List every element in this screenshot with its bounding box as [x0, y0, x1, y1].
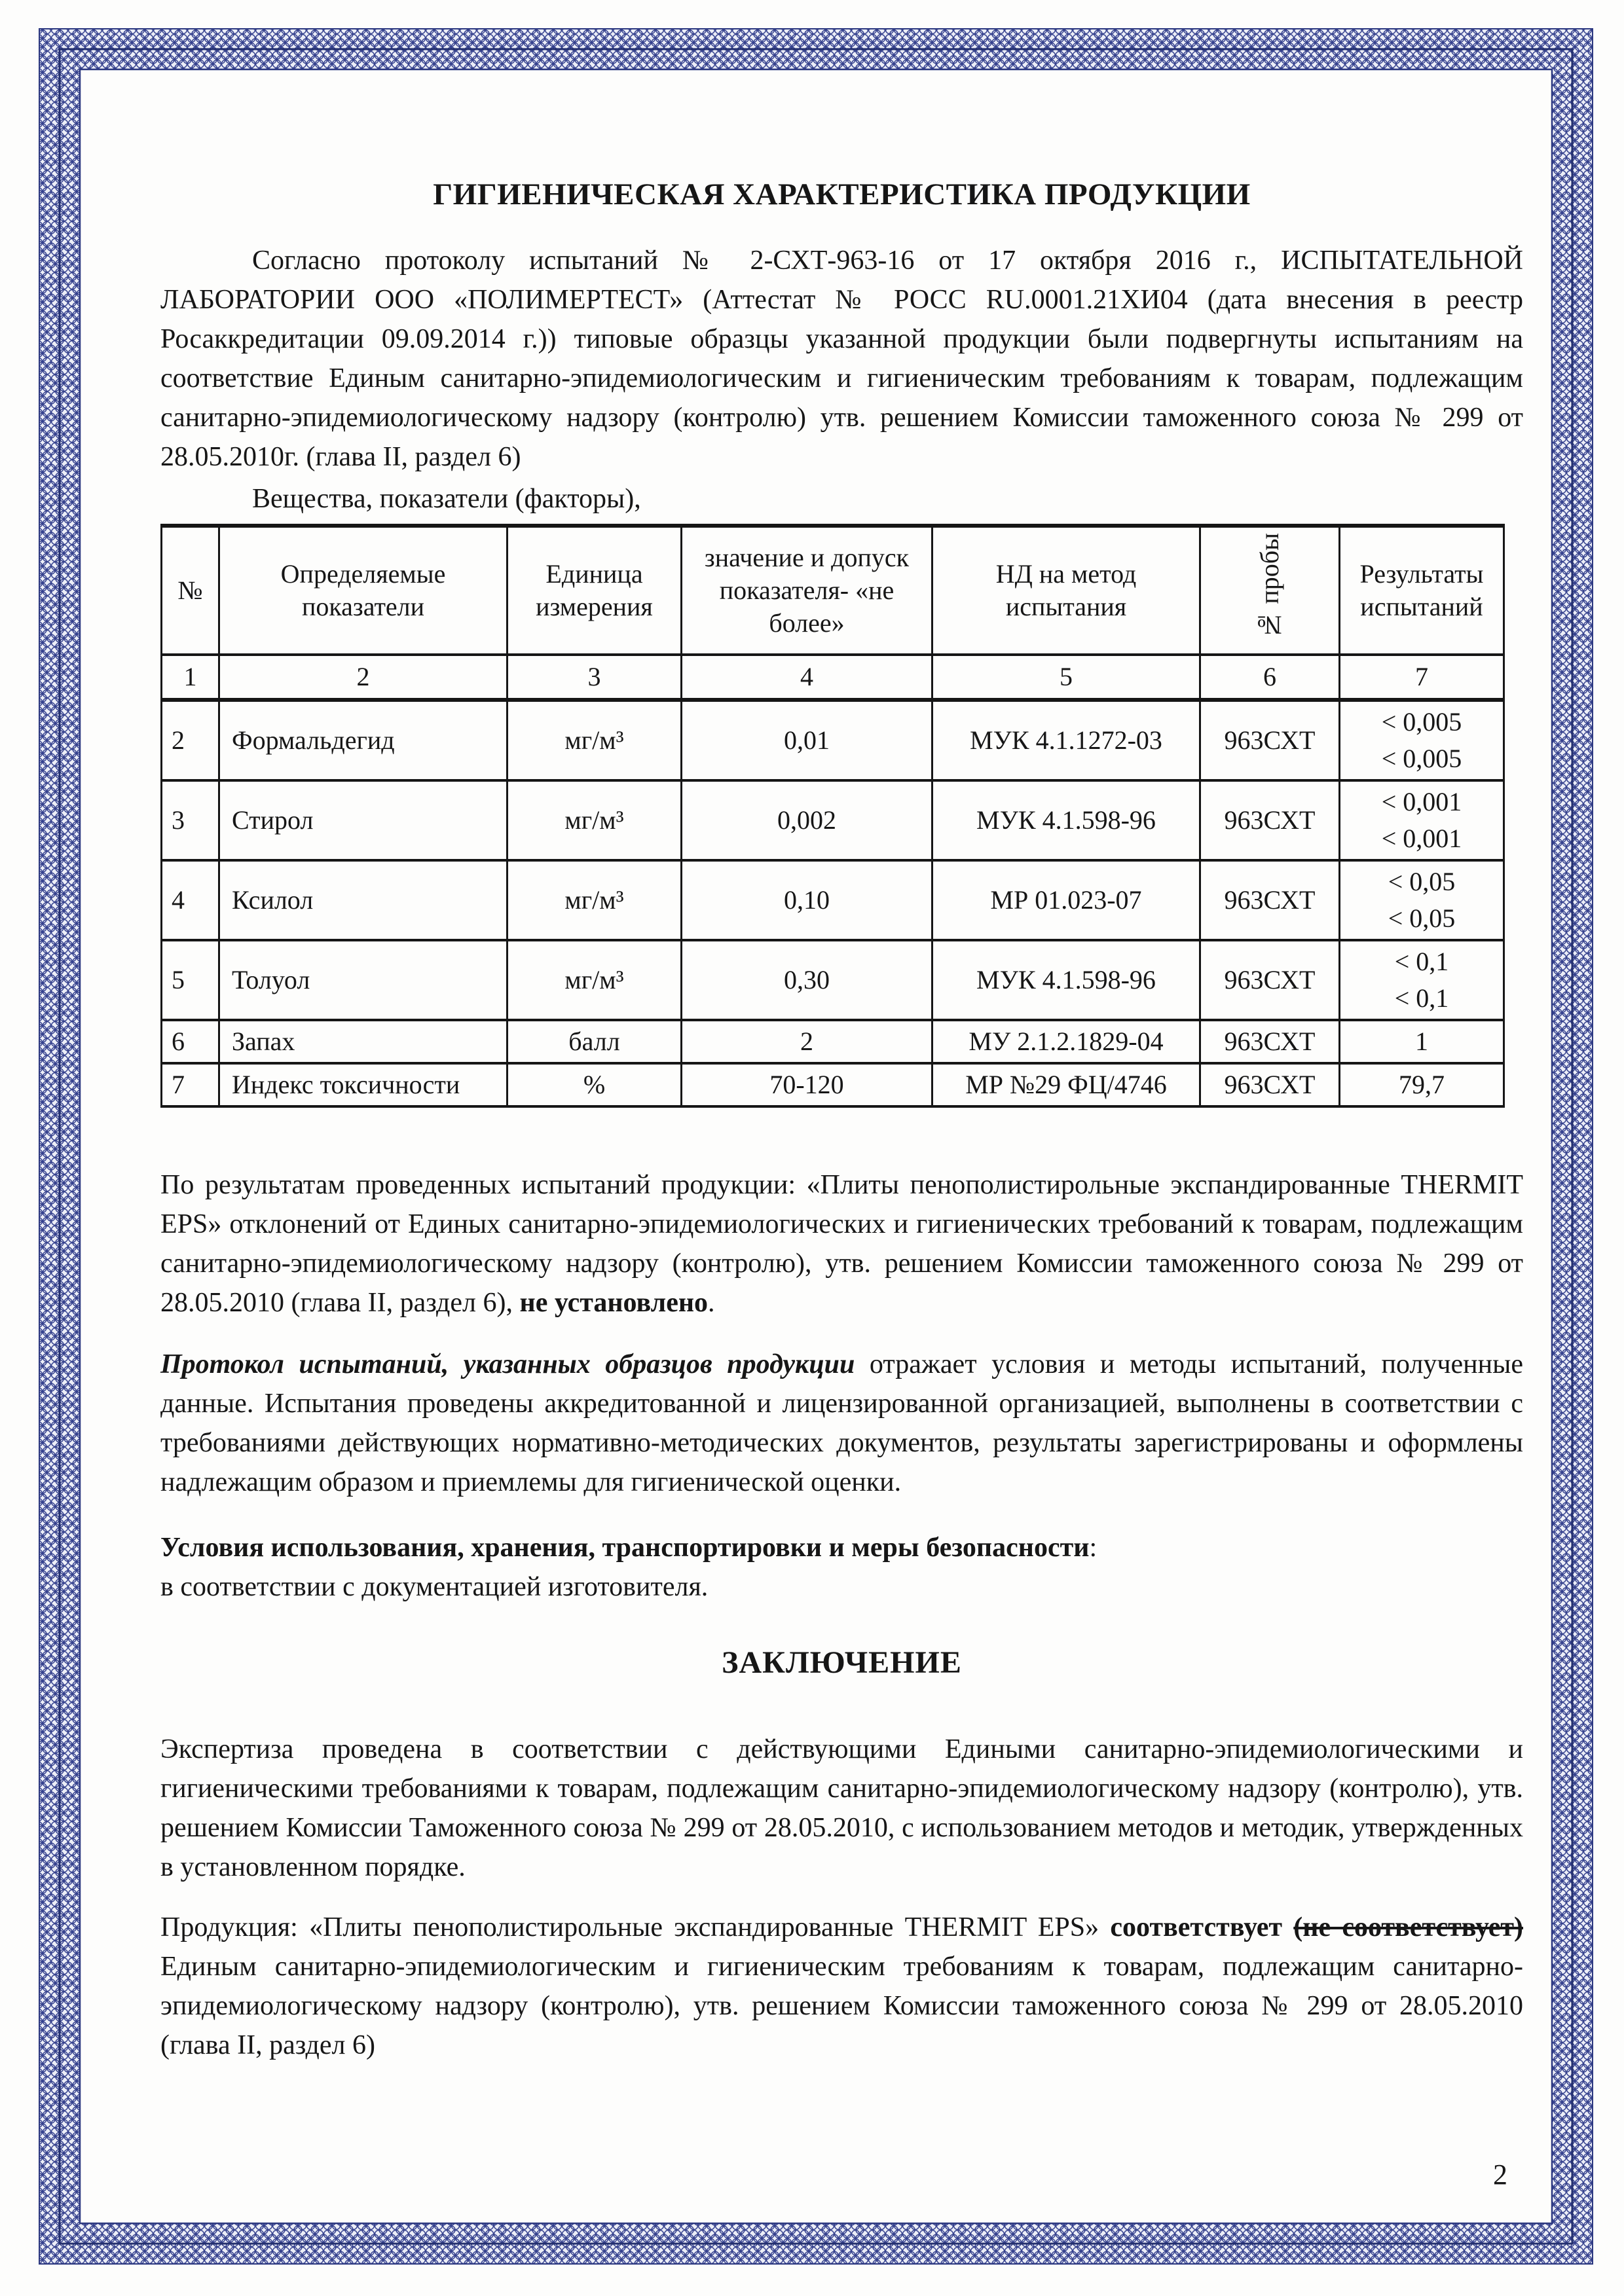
- result-line: < 0,005: [1381, 744, 1462, 773]
- header-method: НД на метод испытания: [932, 526, 1200, 655]
- cell-results: [1340, 1063, 1504, 1106]
- cell-row-number: 4: [162, 860, 219, 940]
- conditions-text: в соответствии с документацией изготовителя.: [160, 1572, 709, 1602]
- cell-row-number: 3: [162, 780, 219, 860]
- result-line: 1: [1415, 1027, 1428, 1056]
- cell-sample: 963СХТ: [1200, 780, 1340, 860]
- cell-limit: 0,30: [682, 940, 932, 1020]
- results-text: По результатам проведенных испытаний продукции: «Плиты пенополистирольные экспандированные THERMIT EPS» отклонений от Единых санитарно-эпидемиологических и гигиенических требований к товарам, подлежащим санитарно-эпидемиологическому надзору (контролю), утв. решением Комиссии таможенного союза № 299 от 28.05.2010 (глава II, раздел 6),: [160, 1170, 1523, 1318]
- table-row: [162, 1063, 1504, 1106]
- intro-paragraph: Согласно протоколу испытаний № 2-СХТ-963-16 от 17 октября 2016 г., ИСПЫТАТЕЛЬНОЙ ЛАБОРАТОРИИ ООО «ПОЛИМЕРТЕСТ» (Аттестат № РОСС RU.0001.21ХИ04 (дата внесения в реестр Росаккредитации 09.09.2014 г.)) типовые образцы указанной продукции были подвергнуты испытаниям на соответствие Единым санитарно-эпидемиологическим и гигиеническим требованиям к товарам, подлежащим санитарно-эпидемиологическому надзору (контролю) утв. решением Комиссии таможенного союза № 299 от 28.05.2010г. (глава II, раздел 6): [160, 246, 1523, 472]
- protocol-rest: отражает условия и методы испытаний, полученные данные. Испытания проведены аккредитованной и лицензированной организацией, выполнены в соответствии с требованиями действующих нормативно-методических документов, результаты зарегистрированы и оформлены надлежащим образом и приемлемы для гигиенической оценки.: [160, 1349, 1523, 1497]
- page-title: ГИГИЕНИЧЕСКАЯ ХАРАКТЕРИСТИКА ПРОДУКЦИИ: [433, 177, 1251, 211]
- cell-unit: мг/м³: [507, 860, 682, 940]
- result-line: < 0,1: [1394, 983, 1449, 1013]
- cell-substance: Ксилол: [219, 860, 507, 940]
- cell-substance: Запах: [219, 1020, 507, 1063]
- cell-method: МУ 2.1.2.1829-04: [932, 1020, 1200, 1063]
- conditions-heading-line: [160, 1528, 1523, 1567]
- cell-row-number: 7: [162, 1063, 219, 1106]
- results-paragraph: [160, 1165, 1523, 1322]
- table-header-row: [162, 526, 1504, 655]
- col-number: 5: [932, 655, 1200, 700]
- cell-row-number: 2: [162, 700, 219, 780]
- cell-results: [1340, 780, 1504, 860]
- result-line: < 0,001: [1381, 824, 1462, 853]
- column-numbers-row: [162, 655, 1504, 700]
- final-conforms: соответствует: [1110, 1912, 1283, 1942]
- cell-limit: 70-120: [682, 1063, 932, 1106]
- cell-unit: балл: [507, 1020, 682, 1063]
- cell-substance: Толуол: [219, 940, 507, 1020]
- document-content: [80, 69, 1552, 2223]
- cell-unit: мг/м³: [507, 940, 682, 1020]
- cell-sample: 963СХТ: [1200, 1020, 1340, 1063]
- expertise-paragraph: Экспертиза проведена в соответствии с действующими Едиными санитарно-эпидемиологическими и гигиеническими требованиями к товарам, подлежащим санитарно-эпидемиологическому надзору (контролю), утв. решением Комиссии Таможенного союза № 299 от 28.05.2010, с использованием методов и методик, утвержденных в установленном порядке.: [160, 1734, 1523, 1882]
- col-number: 6: [1200, 655, 1340, 700]
- result-line: < 0,005: [1381, 707, 1462, 737]
- final-paragraph: [160, 1908, 1523, 2065]
- table-row: [162, 1020, 1504, 1063]
- col-number: 1: [162, 655, 219, 700]
- conditions-label: Условия использования, хранения, транспортировки и меры безопасности: [160, 1533, 1090, 1563]
- test-results-table: [160, 524, 1505, 1108]
- cell-method: МР 01.023-07: [932, 860, 1200, 940]
- table-row: [162, 860, 1504, 940]
- cell-substance: Стирол: [219, 780, 507, 860]
- header-number: №: [162, 526, 219, 655]
- cell-substance: Индекс токсичности: [219, 1063, 507, 1106]
- cell-results: [1340, 940, 1504, 1020]
- page-number: 2: [1493, 2159, 1507, 2191]
- header-sample-number: [1200, 526, 1340, 655]
- table-row: [162, 940, 1504, 1020]
- cell-results: [1340, 860, 1504, 940]
- col-number: 2: [219, 655, 507, 700]
- col-number: 4: [682, 655, 932, 700]
- final-rest: Единым санитарно-эпидемиологическим и гигиеническим требованиям к товарам, подлежащим санитарно-эпидемиологическому надзору (контролю), утв. решением Комиссии таможенного союза № 299 от 28.05.2010 (глава II, раздел 6): [160, 1952, 1523, 2060]
- cell-row-number: 5: [162, 940, 219, 1020]
- cell-method: МР №29 ФЦ/4746: [932, 1063, 1200, 1106]
- cell-results: [1340, 1020, 1504, 1063]
- cell-limit: 2: [682, 1020, 932, 1063]
- cell-row-number: 6: [162, 1020, 219, 1063]
- final-not-conforms-strikethrough: (не соответствует): [1293, 1912, 1524, 1942]
- cell-results: [1340, 700, 1504, 780]
- final-space: [1282, 1912, 1293, 1942]
- cell-substance: Формальдегид: [219, 700, 507, 780]
- cell-method: МУК 4.1.598-96: [932, 780, 1200, 860]
- col-number: 7: [1340, 655, 1504, 700]
- protocol-paragraph: [160, 1345, 1523, 1502]
- cell-limit: 0,10: [682, 860, 932, 940]
- cell-sample: 963СХТ: [1200, 700, 1340, 780]
- header-results: Результаты испытаний: [1340, 526, 1504, 655]
- result-line: < 0,05: [1388, 867, 1456, 896]
- results-period: .: [708, 1288, 715, 1318]
- table-row: [162, 780, 1504, 860]
- cell-sample: 963СХТ: [1200, 1063, 1340, 1106]
- table-caption: Вещества, показатели (факторы),: [252, 484, 641, 514]
- result-line: < 0,001: [1381, 787, 1462, 816]
- results-bold: не установлено: [519, 1288, 709, 1318]
- cell-method: МУК 4.1.598-96: [932, 940, 1200, 1020]
- cell-sample: 963СХТ: [1200, 940, 1340, 1020]
- cell-unit: мг/м³: [507, 780, 682, 860]
- cell-method: МУК 4.1.1272-03: [932, 700, 1200, 780]
- header-limit: значение и допуск показателя- «не более»: [682, 526, 932, 655]
- result-line: 79,7: [1399, 1070, 1445, 1099]
- conclusion-heading: ЗАКЛЮЧЕНИЕ: [722, 1645, 962, 1680]
- header-unit: Единица измерения: [507, 526, 682, 655]
- cell-unit: %: [507, 1063, 682, 1106]
- conditions-colon: :: [1089, 1533, 1098, 1563]
- result-line: < 0,05: [1388, 903, 1456, 933]
- table-row: [162, 700, 1504, 780]
- col-number: 3: [507, 655, 682, 700]
- protocol-lead: Протокол испытаний, указанных образцов продукции: [160, 1349, 855, 1379]
- cell-limit: 0,002: [682, 780, 932, 860]
- cell-unit: мг/м³: [507, 700, 682, 780]
- cell-sample: 963СХТ: [1200, 860, 1340, 940]
- final-lead: Продукция: «Плиты пенополистирольные экспандированные THERMIT EPS»: [160, 1912, 1111, 1942]
- result-line: < 0,1: [1394, 947, 1449, 976]
- header-sample-number-label: № пробы: [1255, 533, 1284, 640]
- header-indicators: Определяемые показатели: [219, 526, 507, 655]
- cell-limit: 0,01: [682, 700, 932, 780]
